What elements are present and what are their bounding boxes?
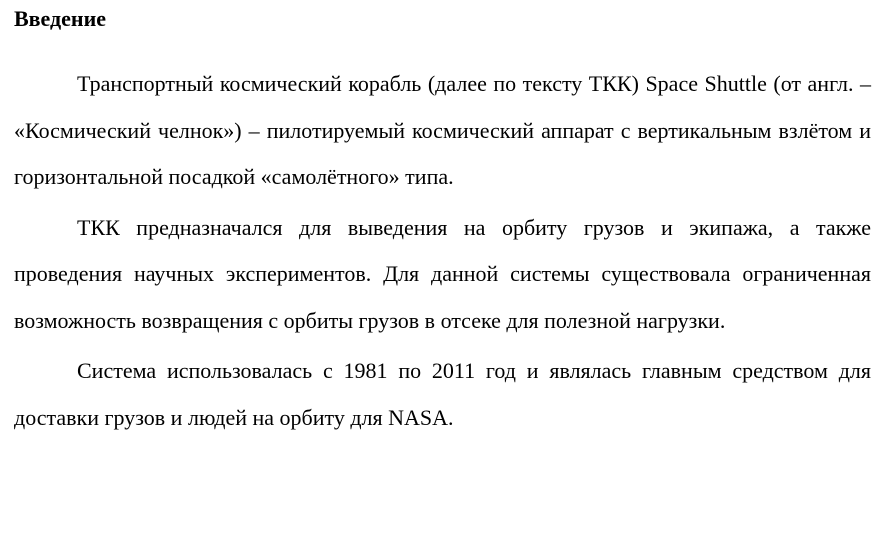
document-page xyxy=(14,0,871,441)
paragraph-intro: Транспортный космический корабль (далее по тексту ТКК) Space Shuttle (от англ. – «Космический челнок») – пилотируемый космический аппарат с вертикальным взлётом и горизонтальной посадкой «самолётного» типа. xyxy=(14,71,871,189)
section-heading: Введение xyxy=(14,6,107,31)
paragraph-period: Система использовалась с 1981 по 2011 год и являлась главным средством для доставки грузов и людей на орбиту для NASA. xyxy=(14,358,871,430)
paragraph-purpose: ТКК предназначался для выведения на орбиту грузов и экипажа, а также проведения научных экспериментов. Для данной системы существовала ограниченная возможность возвращения с орбиты грузов в отсеке для полезной нагрузки. xyxy=(14,214,871,333)
